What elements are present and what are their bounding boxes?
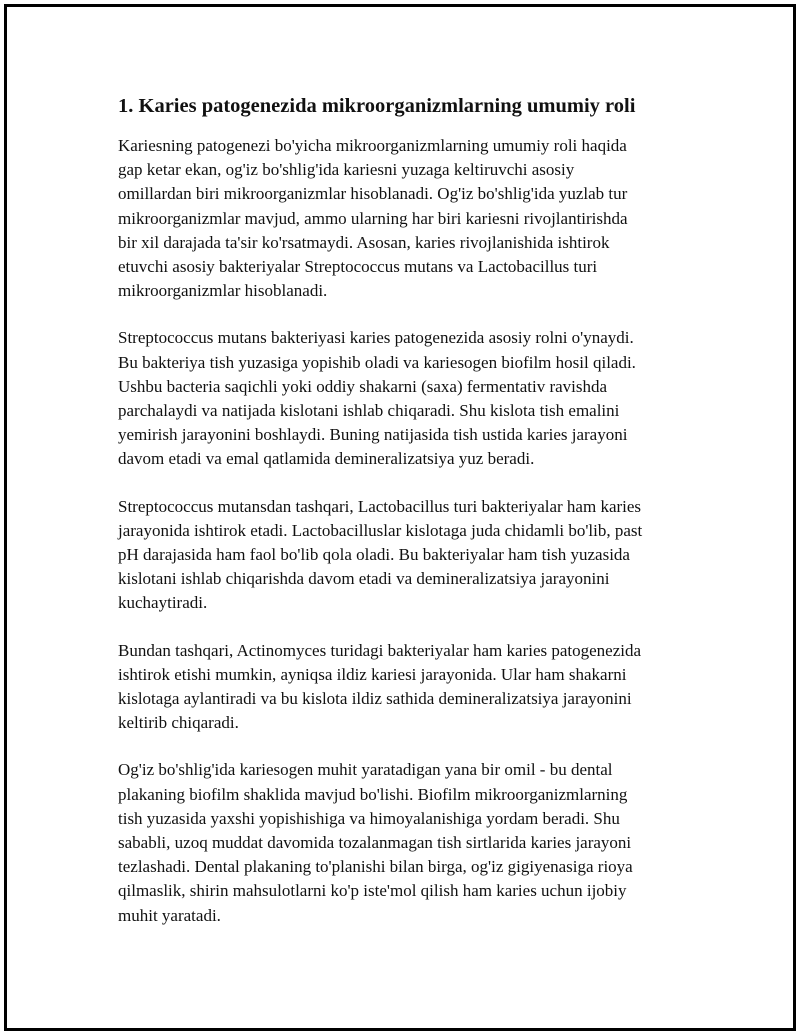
document-body (118, 92, 688, 951)
text-line: kuchaytiradi. (118, 593, 208, 613)
paragraph-2 (118, 326, 688, 471)
paragraph-5 (118, 758, 688, 927)
text-line: sababli, uzoq muddat davomida tozalanmagan tish sirtlarida karies jarayoni (118, 833, 632, 853)
paragraph-1 (118, 134, 688, 303)
text-line: tish yuzasida yaxshi yopishishiga va himoyalanishiga yordam beradi. Shu (118, 808, 620, 828)
text-line: omillardan biri mikroorganizmlar hisoblanadi. Og'iz bo'shlig'ida yuzlab tur (118, 184, 628, 204)
text-line: yemirish jarayonini boshlaydi. Buning natijasida tish ustida karies jarayoni (118, 425, 628, 445)
text-line: kislotaga aylantiradi va bu kislota ildiz sathida demineralizatsiya jarayonini (118, 689, 632, 709)
text-line: jarayonida ishtirok etadi. Lactobacilluslar kislotaga juda chidamli bo'lib, past (118, 520, 643, 540)
paragraph-3 (118, 495, 688, 616)
text-line: qilmaslik, shirin mahsulotlarni ko'p iste'mol qilish ham karies uchun ijobiy (118, 881, 627, 901)
section-heading: 1. Karies patogenezida mikroorganizmlarning umumiy roli (118, 95, 636, 117)
text-line: Bu bakteriya tish yuzasiga yopishib oladi va kariesogen biofilm hosil qiladi. (118, 352, 636, 372)
text-line: pH darajasida ham faol bo'lib qola oladi. Bu bakteriyalar ham tish yuzasida (118, 545, 630, 565)
text-line: Bundan tashqari, Actinomyces turidagi bakteriyalar ham karies patogenezida (118, 640, 642, 660)
text-line: etuvchi asosiy bakteriyalar Streptococcus mutans va Lactobacillus turi (118, 257, 598, 277)
text-line: bir xil darajada ta'sir ko'rsatmaydi. Asosan, karies rivojlanishida ishtirok (118, 232, 610, 252)
text-line: mikroorganizmlar hisoblanadi. (118, 281, 328, 301)
text-line: Og'iz bo'shlig'ida kariesogen muhit yaratadigan yana bir omil - bu dental (118, 760, 613, 780)
text-line: Streptococcus mutans bakteriyasi karies patogenezida asosiy rolni o'ynaydi. (118, 328, 634, 348)
text-line: mikroorganizmlar mavjud, ammo ularning har biri kariesni rivojlantirishda (118, 208, 628, 228)
text-line: ishtirok etishi mumkin, ayniqsa ildiz kariesi jarayonida. Ular ham shakarni (118, 664, 627, 684)
text-line: Ushbu bacteria saqichli yoki oddiy shakarni (saxa) fermentativ ravishda (118, 376, 608, 396)
text-line: kislotani ishlab chiqarishda davom etadi va demineralizatsiya jarayonini (118, 569, 610, 589)
text-line: davom etadi va emal qatlamida demineralizatsiya yuz beradi. (118, 449, 535, 469)
text-line: tezlashadi. Dental plakaning to'planishi bilan birga, og'iz gigiyenasiga rioya (118, 857, 633, 877)
text-line: muhit yaratadi. (118, 905, 221, 925)
text-line: plakaning biofilm shaklida mavjud bo'lishi. Biofilm mikroorganizmlarning (118, 784, 628, 804)
text-line: Kariesning patogenezi bo'yicha mikroorganizmlarning umumiy roli haqida (118, 136, 627, 155)
text-line: keltirib chiqaradi. (118, 713, 239, 733)
text-line: Streptococcus mutansdan tashqari, Lactobacillus turi bakteriyalar ham karies (118, 496, 642, 516)
text-line: gap ketar ekan, og'iz bo'shlig'ida kariesni yuzaga keltiruvchi asosiy (118, 160, 575, 180)
paragraph-4 (118, 639, 688, 736)
text-line: parchalaydi va natijada kislotani ishlab chiqaradi. Shu kislota tish emalini (118, 401, 620, 421)
